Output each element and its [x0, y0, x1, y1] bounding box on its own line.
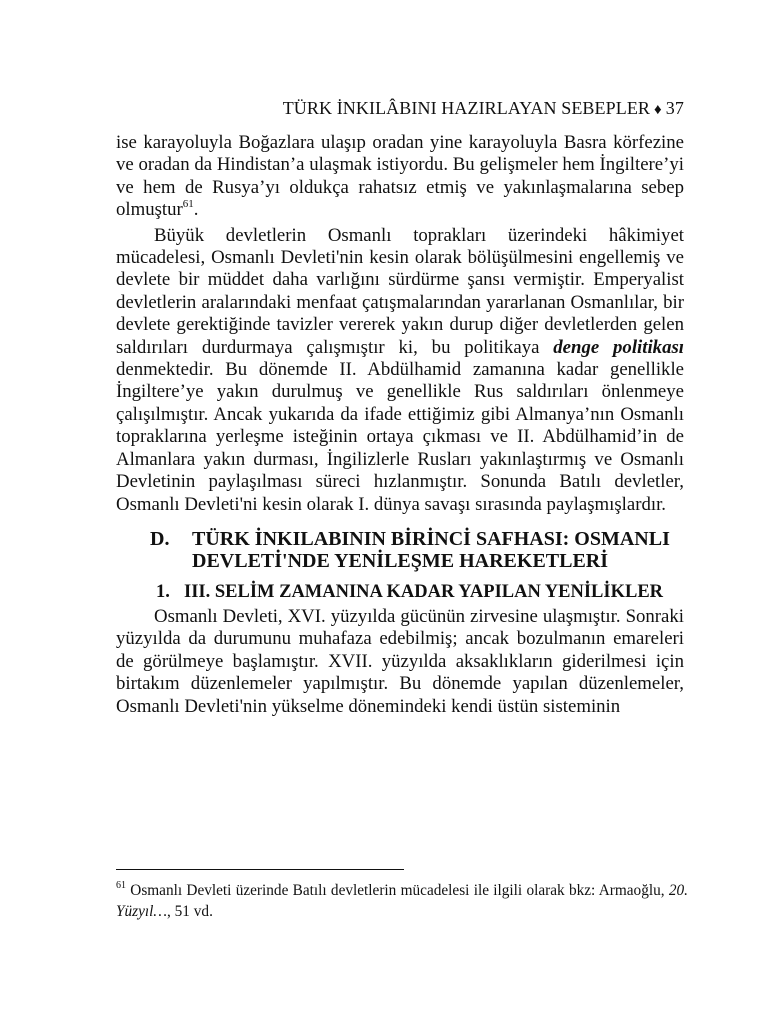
running-head-title: TÜRK İNKILÂBINI HAZIRLAYAN SEBEPLER	[282, 98, 651, 118]
subsection-heading-1	[116, 581, 684, 603]
subsection-title: III. SELİM ZAMANINA KADAR YAPILAN YENİLİKLER	[184, 581, 664, 602]
paragraph-1-end: .	[193, 199, 199, 221]
paragraph-3: Osmanlı Devleti, XVI. yüzyılda gücünün zirvesine ulaşmıştır. Sonraki yüzyılda da durumunu muhafaza edebilmiş; ancak bozulmanın emareleri de görülmeye başlamıştır. XVII. yüzyılda aksaklıkların giderilmesi için birtakım düzenlemeler yapılmıştır. Bu dönemde yapılan düzenlemeler, Osmanlı Devleti'nin yükselme dönemindeki kendi üstün sisteminin	[116, 605, 684, 717]
page-number: 37	[665, 98, 684, 118]
paragraph-1	[116, 132, 684, 222]
footnote-text-end: , 51 vd.	[167, 903, 213, 920]
paragraph-2	[116, 225, 684, 516]
footnote-divider	[116, 869, 404, 870]
section-heading-d	[116, 528, 684, 572]
emphasized-term: denge politikası	[553, 336, 684, 358]
section-number: D.	[150, 527, 170, 550]
footnote-source-title: 20. Yüzyıl…	[116, 882, 688, 920]
footnote-text: Osmanlı Devleti üzerinde Batılı devletlerin mücadelesi ile ilgili olarak bkz: Armaoğlu,	[126, 882, 669, 899]
footnote-reference-61[interactable]: 61	[182, 197, 194, 210]
paragraph-1-text: ise karayoluyla Boğazlara ulaşıp oradan yine karayoluyla Basra körfezine ve oradan da Hindistan’a ulaşmak istiyordu. Bu gelişmeler hem İngiltere’yi ve hem de Rusya’yı oldukça rahatsız etmiş ve yakınlaşmalarına sebep olmuştur	[116, 132, 684, 221]
paragraph-2-text-before: Büyük devletlerin Osmanlı toprakları üzerindeki hâkimiyet mücadelesi, Osmanlı Devleti'nin kesin olarak bölüşülmesini engellemiş ve devlete bir müddet daha varlığını sürdürme şansı vermiştir. Emperyalist devletlerin aralarındaki menfaat çatışmalarından yararlanan Osmanlılar, bir devlete gerektiğinde tavizler vererek yakın durup diğer devletlerden gelen saldırıları durdurmaya çalışmıştır ki, bu politikaya	[116, 224, 684, 358]
section-title: TÜRK İNKILABININ BİRİNCİ SAFHASI: OSMANLI DEVLETİ'NDE YENİLEŞME HAREKETLERİ	[192, 527, 670, 572]
footnote-61	[116, 880, 688, 922]
body-text	[116, 132, 684, 718]
paragraph-2-text-after: denmektedir. Bu dönemde II. Abdülhamid zamanına kadar genellikle İngiltere’ye yakın durulmuş ve genellikle Rus saldırıları önlenmeye çalışılmıştır. Ancak yukarıda da ifade ettiğimiz gibi Almanya’nın Osmanlı topraklarına yerleşme isteğinin ortaya çıkması ve II. Abdülhamid’in de Almanlara yakın durması, İngilizlerle Rusları yakınlaştırmış ve Osmanlı Devletinin paylaşılması süreci hızlanmıştır. Sonunda Batılı devletler, Osmanlı Devleti'ni kesin olarak I. dünya savaşı sırasında paylaşmışlardır.	[116, 359, 684, 515]
running-head	[283, 98, 684, 119]
footnote-number: 61	[116, 879, 126, 891]
diamond-separator-icon: ♦	[654, 102, 662, 118]
subsection-number: 1.	[156, 581, 170, 602]
